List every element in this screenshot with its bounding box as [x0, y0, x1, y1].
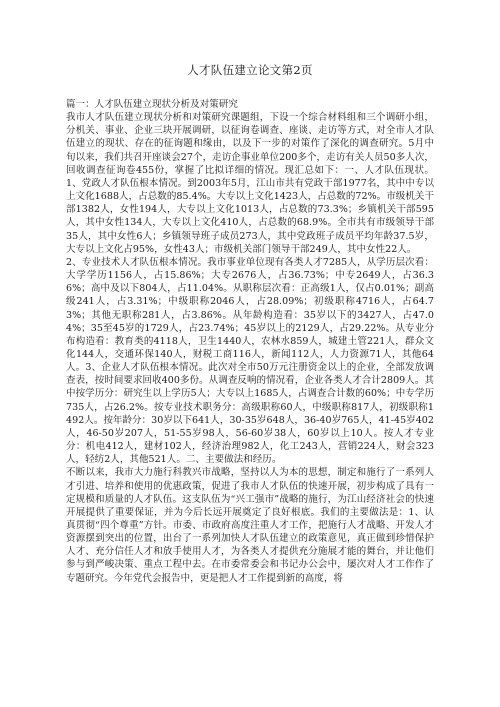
document-title: 人才队伍建立论文第2页: [187, 63, 313, 77]
section-heading: 篇一：人才队伍建立现状分析及对策研究: [66, 99, 238, 110]
body-paragraph: 2、专业技术人才队伍根本情况。我市事业单位现有各类人才7285人，从学历层次看：大学学历1156人，占15.86%；大专2676人，占36.73%；中专2649人，占36.36%；高中及以下804人，占11.04%。从职称层次看：正高级1人，仅占0.01%；副高级241人，占3.31%；中级职称2046人，占28.09%；初级职称4716人，占64.73%；其他无职称281人，占3.86%。从年龄构造看：35岁以下的3427人，占47.04%；35至45岁的1729人，占23.74%；45岁以上的2129人，占29.22%。从专业分布构造看：教育类的4118人，卫生1440人，农林水859人，城建土管221人，群众文化144人，交通环保140人，财税工商116人，新闻112人，人力资源71人，其他64人。3、企业人才队伍根本情况。此次对全市50万元注册资金以上的企业，全部发放调查表，按时间要求回收400多份。从调查反响的情况看，企业各类人才合计2809人。其中按学历分：研究生以上学历5人；大专以上1685人，占调查合计数的60%；中专学历735人，占26.2%。按专业技术职务分：高级职称60人，中级职称817人，初级职称1492人。按年龄分：30岁以下641人，30-35岁648人，36-40岁765人，41-45岁402人，46-50岁207人，51-55岁98人，56-60岁38人，60岁以上10人。按人才专业分：机电412人，建材102人，经济治理982人，化工243人，营销224人，财会323人，轻纺2人，其他521人。二、主要做法和经历。: [66, 256, 434, 466]
body-paragraph: 不断以来，我市大力施行科教兴市战略，坚持以人为本的思想，制定和施行了一系列人才引进、培养和使用的优惠政策，促进了我市人才队伍的快速开展，初步构成了具有一定规模和质量的人才队伍。这支队伍为“兴工强市”战略的施行，为江山经济社会的快速开展提供了重要保证，并为今后长远开展奠定了良好根底。我们的主要做法是：1、认真贯彻“四个尊重”方针。市委、市政府高度注重人才工作，把施行人才战略、开发人才资源摆到突出的位置，出台了一系列加快人才队伍建立的政策意见，真正做到珍惜保护人才、充分信任人才和放手使用人才，为各类人才提供充分施展才能的舞台，并让他们参与到严峻决策、重点工程中去。在市委常委会和书记办公会中，屡次对人才工作作了专题研究。今年党代会报告中，更是把人才工作提到新的高度，将: [66, 467, 434, 584]
body-paragraph: 我市人才队伍建立现状分析和对策研究课题组，下设一个综合材料组和三个调研小组，分机关、事业、企业三块开展调研，以征询卷调查、座谈、走访等方式，对全市人才队伍建立的现状、存在的征询题和缘由，以及下一步的对策作了深化的调查研究。5月中旬以来，我们共召开座谈会27个，走访企事业单位200多个，走访有关人员50多人次，回收调查征询卷455份，掌握了比拟详细的情况。现汇总如下：一、人才队伍现状。1、党政人才队伍根本情况。到2003年5月，江山市共有党政干部1977名，其中中专以上文化1688人，占总数的85.4%。大专以上文化1423人，占总数的72%。市级机关干部1382人，女性194人，大专以上文化1013人，占总数的73.3%；乡镇机关干部595人，其中女性134人，大专以上文化410人，占总数的68.9%。全市共有市级领导干部35人，其中女性6人；乡镇领导班子成员273人，其中党政班子成员平均年龄37.5岁，大专以上文化占95%，女性43人；市级机关部门领导干部249人，其中女性22人。: [66, 112, 434, 255]
document-body: [66, 98, 434, 585]
